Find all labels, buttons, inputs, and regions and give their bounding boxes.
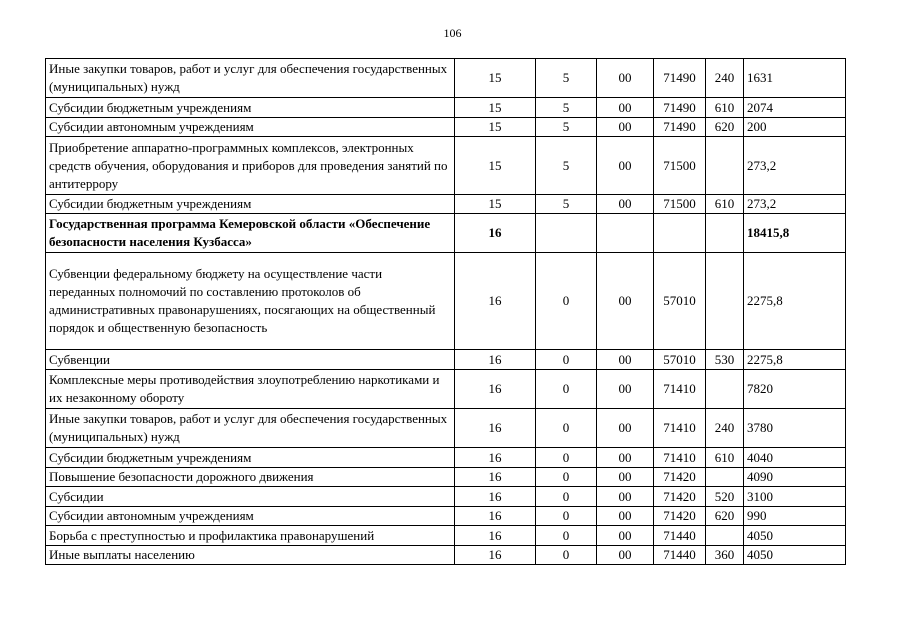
row-program: 15: [455, 137, 536, 195]
row-subprogram: 0: [536, 507, 597, 526]
row-subprogram: 0: [536, 448, 597, 468]
row-subprogram: 0: [536, 409, 597, 448]
row-name: Субвенции: [46, 350, 455, 370]
row-name: Субсидии: [46, 487, 455, 507]
row-name: Повышение безопасности дорожного движения: [46, 468, 455, 487]
row-direction: 00: [597, 546, 654, 565]
table-row: [46, 409, 846, 448]
row-amount: 2275,8: [744, 253, 846, 350]
row-program: 16: [455, 448, 536, 468]
row-code: 71410: [654, 448, 706, 468]
row-code: 71410: [654, 370, 706, 409]
table-row: [46, 526, 846, 546]
row-name: Субсидии автономным учреждениям: [46, 118, 455, 137]
row-amount: 7820: [744, 370, 846, 409]
row-direction: 00: [597, 350, 654, 370]
table-row: [46, 468, 846, 487]
row-direction: 00: [597, 526, 654, 546]
row-expense-type: [706, 370, 744, 409]
row-program: 16: [455, 468, 536, 487]
row-subprogram: 0: [536, 487, 597, 507]
row-amount: 2074: [744, 98, 846, 118]
row-code: 71420: [654, 507, 706, 526]
row-name: Комплексные меры противодействия злоупотреблению наркотиками и их незаконному обороту: [46, 370, 455, 409]
row-program: 15: [455, 98, 536, 118]
row-code: 71420: [654, 487, 706, 507]
row-code: 71420: [654, 468, 706, 487]
row-subprogram: 0: [536, 350, 597, 370]
row-amount: 200: [744, 118, 846, 137]
row-name: Иные закупки товаров, работ и услуг для обеспечения государственных (муниципальных) нужд: [46, 409, 455, 448]
row-expense-type: 610: [706, 98, 744, 118]
table-row: [46, 214, 846, 253]
row-subprogram: 5: [536, 118, 597, 137]
table-row: [46, 118, 846, 137]
row-amount: 273,2: [744, 137, 846, 195]
page-number: 106: [443, 26, 462, 40]
row-subprogram: 0: [536, 526, 597, 546]
row-expense-type: 240: [706, 409, 744, 448]
row-amount: 1631: [744, 59, 846, 98]
row-expense-type: 360: [706, 546, 744, 565]
row-code: 57010: [654, 350, 706, 370]
row-amount: 4050: [744, 546, 846, 565]
table-row: [46, 195, 846, 214]
row-name: Субсидии бюджетным учреждениям: [46, 195, 455, 214]
row-amount: 3780: [744, 409, 846, 448]
row-code: 71410: [654, 409, 706, 448]
row-code: 71440: [654, 526, 706, 546]
row-name: Субвенции федеральному бюджету на осуществление части переданных полномочий по составлению протоколов об административных правонарушениях, посягающих на общественный порядок и общественную безопасность: [46, 253, 455, 350]
row-code: 71490: [654, 98, 706, 118]
table-row: [46, 487, 846, 507]
row-direction: 00: [597, 253, 654, 350]
row-amount: 4050: [744, 526, 846, 546]
row-subprogram: 5: [536, 98, 597, 118]
row-program: 16: [455, 487, 536, 507]
row-amount: 4090: [744, 468, 846, 487]
table-row: [46, 137, 846, 195]
row-name: Иные выплаты населению: [46, 546, 455, 565]
row-direction: 00: [597, 118, 654, 137]
row-code: 71490: [654, 118, 706, 137]
row-expense-type: 620: [706, 507, 744, 526]
row-name: Борьба с преступностью и профилактика правонарушений: [46, 526, 455, 546]
row-direction: 00: [597, 448, 654, 468]
row-expense-type: [706, 214, 744, 253]
row-subprogram: 5: [536, 59, 597, 98]
row-program: 15: [455, 118, 536, 137]
row-expense-type: 520: [706, 487, 744, 507]
row-expense-type: 610: [706, 448, 744, 468]
row-subprogram: 0: [536, 370, 597, 409]
row-name: Приобретение аппаратно-программных комплексов, электронных средств обучения, оборудования и приборов для проведения занятий по антитеррору: [46, 137, 455, 195]
row-direction: 00: [597, 507, 654, 526]
row-amount: 3100: [744, 487, 846, 507]
row-direction: 00: [597, 370, 654, 409]
table-row: [46, 370, 846, 409]
budget-table-body: [46, 59, 846, 565]
row-amount: 273,2: [744, 195, 846, 214]
row-program: 15: [455, 59, 536, 98]
row-amount: 4040: [744, 448, 846, 468]
row-subprogram: [536, 214, 597, 253]
row-expense-type: 530: [706, 350, 744, 370]
row-name: Субсидии автономным учреждениям: [46, 507, 455, 526]
row-program: 16: [455, 409, 536, 448]
row-name: Государственная программа Кемеровской области «Обеспечение безопасности населения Кузбасса»: [46, 214, 455, 253]
row-expense-type: 620: [706, 118, 744, 137]
row-program: 16: [455, 370, 536, 409]
row-subprogram: 5: [536, 137, 597, 195]
row-name: Субсидии бюджетным учреждениям: [46, 448, 455, 468]
row-program: 16: [455, 253, 536, 350]
row-code: 71500: [654, 195, 706, 214]
row-direction: 00: [597, 487, 654, 507]
row-direction: 00: [597, 137, 654, 195]
row-expense-type: [706, 526, 744, 546]
row-expense-type: 240: [706, 59, 744, 98]
row-program: 15: [455, 195, 536, 214]
row-expense-type: 610: [706, 195, 744, 214]
row-code: [654, 214, 706, 253]
row-direction: [597, 214, 654, 253]
row-amount: 18415,8: [744, 214, 846, 253]
row-program: 16: [455, 214, 536, 253]
row-direction: 00: [597, 59, 654, 98]
row-code: 71440: [654, 546, 706, 565]
budget-table: [45, 58, 846, 565]
table-row: [46, 546, 846, 565]
row-name: Иные закупки товаров, работ и услуг для обеспечения государственных (муниципальных) нужд: [46, 59, 455, 98]
row-expense-type: [706, 468, 744, 487]
row-subprogram: 0: [536, 253, 597, 350]
row-subprogram: 0: [536, 468, 597, 487]
table-row: [46, 98, 846, 118]
row-program: 16: [455, 546, 536, 565]
row-program: 16: [455, 507, 536, 526]
row-subprogram: 5: [536, 195, 597, 214]
row-program: 16: [455, 526, 536, 546]
row-amount: 2275,8: [744, 350, 846, 370]
row-code: 71490: [654, 59, 706, 98]
table-row: [46, 507, 846, 526]
row-program: 16: [455, 350, 536, 370]
row-direction: 00: [597, 409, 654, 448]
table-row: [46, 448, 846, 468]
table-row: [46, 59, 846, 98]
row-name: Субсидии бюджетным учреждениям: [46, 98, 455, 118]
row-code: 57010: [654, 253, 706, 350]
table-row: [46, 350, 846, 370]
row-direction: 00: [597, 98, 654, 118]
row-expense-type: [706, 253, 744, 350]
row-direction: 00: [597, 468, 654, 487]
row-subprogram: 0: [536, 546, 597, 565]
row-code: 71500: [654, 137, 706, 195]
row-direction: 00: [597, 195, 654, 214]
table-row: [46, 253, 846, 350]
row-expense-type: [706, 137, 744, 195]
row-amount: 990: [744, 507, 846, 526]
